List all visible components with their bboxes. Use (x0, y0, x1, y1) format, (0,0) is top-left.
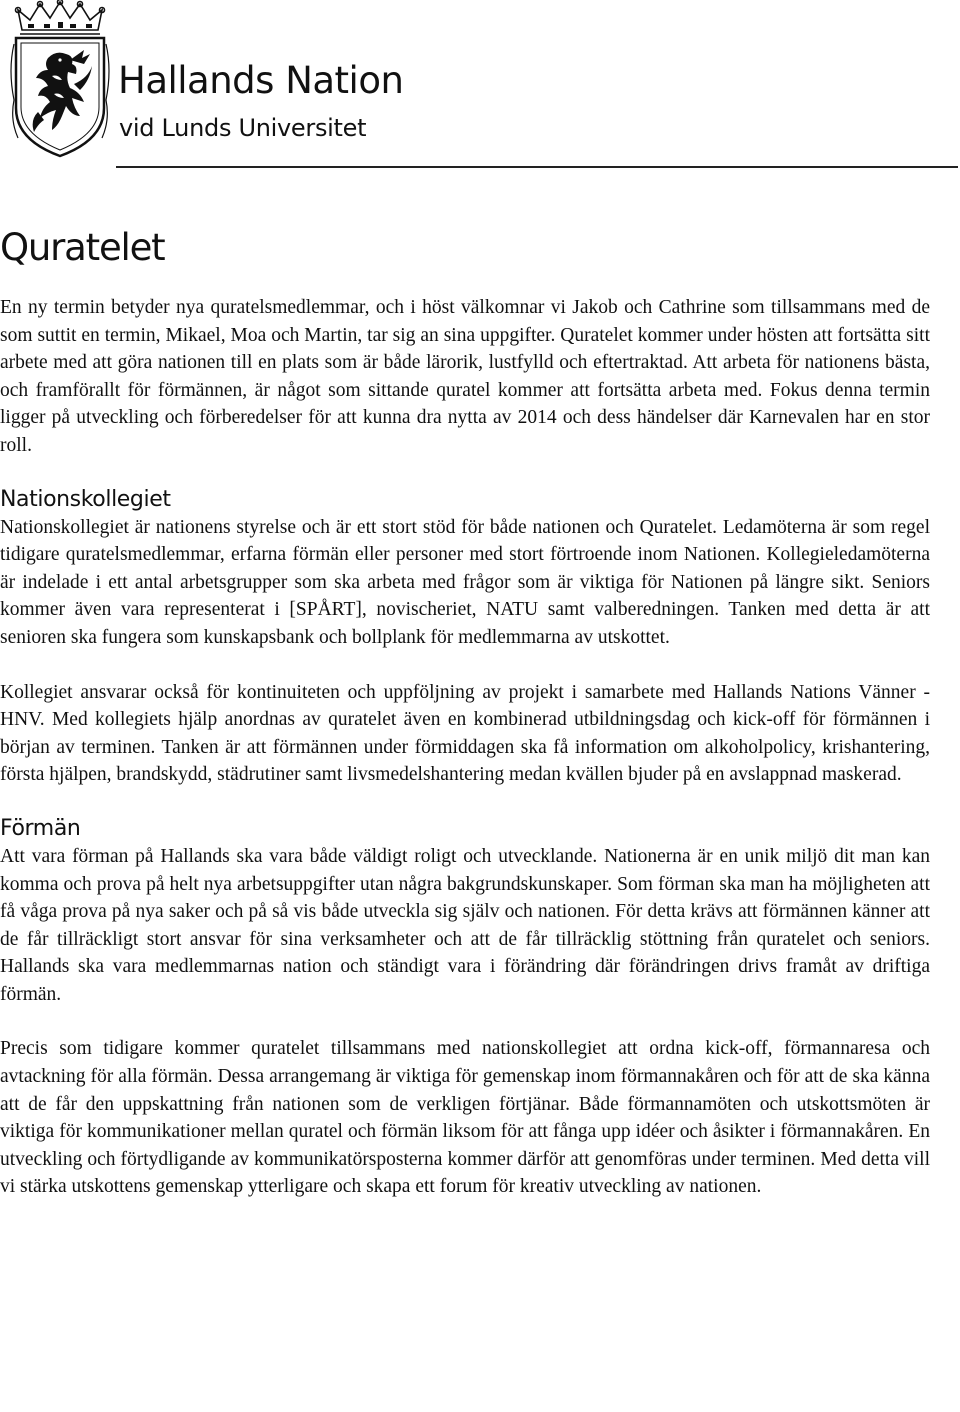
section-heading-forman: Förmän (0, 815, 81, 841)
section-paragraph: Nationskollegiet är nationens styrelse och är ett stort stöd för både nationen och Quratelet. Ledamöterna är som regel tidigare quratelsmedlemmar, erfarna förmän eller personer med stort förtroende inom Nationen. Kollegieledamöterna är indelade i ett antal arbetsgrupper som ska arbeta med frågor som är viktiga för Nationen på längre sikt. Seniors kommer även vara representerat i [SPÅRT], novischeriet, NATU samt valberedningen. Tanken med detta är att senioren ska fungera som kunskapsbank och bollplank för medlemmarna av utskottet. (0, 516, 930, 648)
section-paragraph: Precis som tidigare kommer quratelet tillsammans med nationskollegiet att ordna kick-off, förmannaresa och avtackning för alla förmän. Dessa arrangemang är viktiga för gemenskap inom förmannakåren och för att de ska känna att de får den uppskattning från nationen som de verkligen förtjänar. Både förmannamöten och utskottsmöten är viktiga för kommunikationer mellan quratel och förmän liksom för att fånga upp idéer och åsikter i förmannakåren. En utveckling och förtydligande av kommunikatörsposterna kommer därför att genomföras under terminen. Med detta vill vi stärka utskottens gemenskap ytterligare och skapa ett forum för kreativ utveckling av nationen. (0, 1038, 930, 1198)
coat-of-arms-lion-icon (8, 0, 112, 160)
section-paragraph: Att vara förman på Hallands ska vara både väldigt roligt och utvecklande. Nationerna är en unik miljö dit man kan komma och prova på helt nya arbetsuppgifter utan några bakgrundskunskaper. Som förman ska man ha möjligheten att få våga prova på nya saker och på så vis både utveckla sig själv och nationen. För detta krävs att förmännen känner att de får tillräckligt stort ansvar för sina verksamheter och att de får tillräcklig stöttning från quratelet och seniors. Hallands ska vara medlemmarnas nation och ständigt vara i förändring där förändringen drivs framåt av driftiga förmän. (0, 845, 930, 1005)
page-title: Quratelet (0, 226, 165, 269)
intro-paragraph: En ny termin betyder nya quratelsmedlemmar, och i höst välkomnar vi Jakob och Cathrine som tillsammans med de som suttit en termin, Mikael, Moa och Martin, tar sig an sina uppgifter. Quratelet kommer under hösten att fortsätta sitt arbete med att göra nationen till en plats som är både lärorik, lustfylld och eftertraktad. Att arbeta för nationens bästa, och framförallt för förmännen, är något som sittande quratel kommer att fortsätta arbeta med. Fokus denna termin ligger på utveckling och förberedelser för att kunna dra nytta av 2014 och dess händelser där Karnevalen har en stor roll. (0, 297, 930, 456)
letterhead (0, 0, 960, 170)
document-body (0, 222, 930, 1201)
organization-subtitle: vid Lunds Universitet (119, 114, 367, 142)
section-heading-nationskollegiet: Nationskollegiet (0, 486, 171, 512)
organization-name: Hallands Nation (118, 59, 404, 102)
section-paragraph: Kollegiet ansvarar också för kontinuiteten och uppföljning av projekt i samarbete med Hallands Nations Vänner - HNV. Med kollegiets hjälp anordnas av quratelet även en kombinerad utbildningsdag och kick-off för förmännen i början av terminen. Tanken är att förmännen under förmiddagen ska få information om alkoholpolicy, krishantering, första hjälpen, brandskydd, städrutiner samt livsmedelshantering medan kvällen bjuder på en avslappnad maskerad. (0, 681, 930, 786)
header-divider (116, 166, 958, 168)
